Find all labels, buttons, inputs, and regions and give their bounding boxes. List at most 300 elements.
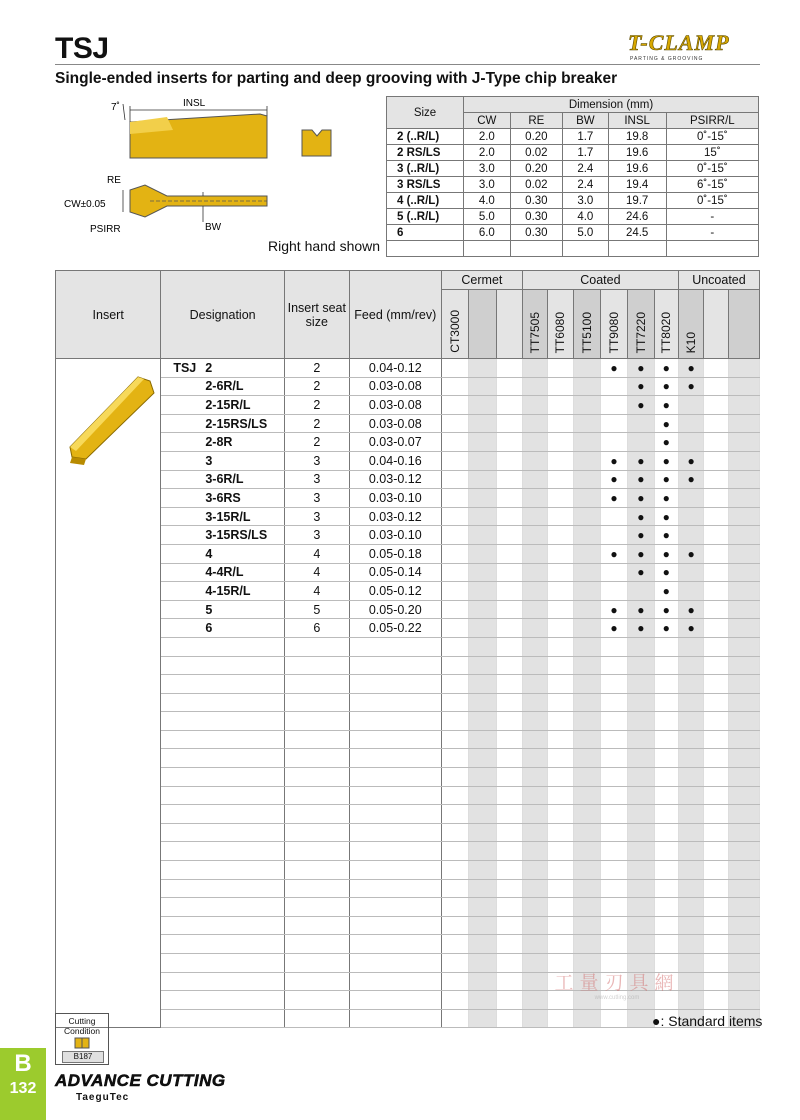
dimension-cell: 3.0: [464, 161, 511, 177]
grade-cell: [496, 916, 522, 935]
dimension-cell: 3.0: [563, 193, 609, 209]
standard-item-dot: ●: [662, 379, 670, 394]
grade-cell: [469, 470, 496, 489]
grade-cell: [704, 712, 728, 731]
designation-cell: [161, 954, 285, 973]
grade-cell: [654, 637, 678, 656]
grade-cell: [704, 600, 728, 619]
dimension-cell: 0.02: [510, 145, 562, 161]
designation-code: 4-4R/L: [205, 565, 244, 580]
grade-cell: [628, 433, 654, 452]
insert-table-body: [56, 359, 763, 1029]
grade-cell: [548, 842, 573, 861]
insert-image-cell: [56, 359, 161, 1028]
grade-cell: [441, 600, 468, 619]
grade-cell: [628, 693, 654, 712]
grade-cell: [496, 786, 522, 805]
grade-cell: [704, 637, 728, 656]
designation-cell: [161, 730, 285, 749]
grade-cell: [628, 619, 654, 638]
dimension-cell: 2.0: [464, 145, 511, 161]
grade-cell: [548, 507, 573, 526]
feed-cell: [349, 954, 441, 973]
standard-item-dot: ●: [687, 602, 695, 617]
designation-code: 3-6R/L: [205, 472, 244, 487]
seat-cell: 4: [284, 582, 349, 601]
insert-side-view: [111, 98, 267, 158]
dimension-cell: 19.7: [608, 193, 666, 209]
dimension-cell: 5.0: [464, 209, 511, 225]
grade-cell: [548, 637, 573, 656]
designation-code: 2-15R/L: [205, 397, 251, 412]
insert-top-view: [64, 175, 267, 235]
grade-cell: [548, 861, 573, 880]
grade-cell: [441, 879, 468, 898]
grade-cell: [496, 359, 522, 378]
grade-cell: [573, 470, 600, 489]
table-row: [56, 414, 760, 433]
seat-cell: 3: [284, 470, 349, 489]
grade-cell: [628, 1009, 654, 1028]
grade-cell: [728, 991, 759, 1010]
designation-code: 3: [205, 453, 213, 468]
designation-cell: [161, 582, 285, 601]
grade-cell: [704, 489, 728, 508]
designation-code: 5: [205, 602, 213, 617]
grade-cell: [496, 842, 522, 861]
designation-cell: [161, 916, 285, 935]
coated-header: Coated: [522, 271, 678, 290]
grade-cell: [469, 563, 496, 582]
standard-item-dot: ●: [610, 490, 618, 505]
grade-cell: [469, 916, 496, 935]
standard-item-dot: ●: [637, 472, 645, 487]
grade-cell: [678, 433, 703, 452]
dimension-row: [387, 225, 759, 241]
grade-cell: [600, 433, 627, 452]
legend: ●: Standard items: [652, 1013, 763, 1029]
size-cell: 6: [387, 225, 464, 241]
designation-cell: [161, 861, 285, 880]
grade-cell: [654, 749, 678, 768]
grade-cell: [600, 359, 627, 378]
grade-cell: [728, 637, 759, 656]
dimension-cell: [666, 241, 758, 257]
feed-cell: [349, 656, 441, 675]
grade-cell: [728, 730, 759, 749]
dimension-cell: 1.7: [563, 145, 609, 161]
grade-cell: [573, 451, 600, 470]
grade-cell: [441, 842, 468, 861]
designation-prefix: TSJ: [173, 360, 197, 375]
grade-cell: [628, 786, 654, 805]
grade-cell: [654, 563, 678, 582]
designation-code: 3-15R/L: [205, 509, 251, 524]
grade-header: [548, 290, 573, 359]
designation-cell: [161, 879, 285, 898]
designation-cell: [161, 600, 285, 619]
grade-cell: [628, 507, 654, 526]
grade-cell: [678, 675, 703, 694]
feed-cell: [349, 898, 441, 917]
grade-cell: [654, 414, 678, 433]
grade-cell: [600, 1009, 627, 1028]
grade-cell: [600, 693, 627, 712]
size-cell: 3 RS/LS: [387, 177, 464, 193]
table-row: [56, 377, 760, 396]
grade-cell: [654, 582, 678, 601]
dimension-row: [387, 145, 759, 161]
grade-cell: [469, 433, 496, 452]
grade-cell: [654, 359, 678, 378]
grade-cell: [678, 693, 703, 712]
seat-cell: [284, 749, 349, 768]
grade-cell: [573, 582, 600, 601]
grade-cell: [522, 563, 547, 582]
grade-cell: [654, 377, 678, 396]
feed-cell: [349, 935, 441, 954]
designation-cell: [161, 749, 285, 768]
grade-cell: [441, 451, 468, 470]
grade-cell: [704, 916, 728, 935]
grade-cell: [522, 377, 547, 396]
grade-cell: [548, 749, 573, 768]
grade-cell: [469, 656, 496, 675]
seat-cell: [284, 898, 349, 917]
grade-header: [469, 290, 496, 359]
grade-cell: [469, 526, 496, 545]
grade-cell: [600, 582, 627, 601]
grade-cell: [441, 396, 468, 415]
grade-cell: [573, 637, 600, 656]
grade-cell: [548, 489, 573, 508]
grade-cell: [496, 414, 522, 433]
grade-cell: [654, 805, 678, 824]
grade-cell: [600, 563, 627, 582]
insert-header: Insert: [56, 271, 161, 359]
grade-cell: [441, 861, 468, 880]
grade-cell: [728, 600, 759, 619]
grade-cell: [573, 1009, 600, 1028]
grade-cell: [496, 730, 522, 749]
grade-cell: [728, 582, 759, 601]
grade-cell: [600, 712, 627, 731]
seat-header: Insert seat size: [284, 271, 349, 359]
size-cell: 4 (..R/L): [387, 193, 464, 209]
grade-cell: [704, 656, 728, 675]
dimension-cell: 0.30: [510, 193, 562, 209]
grade-cell: [496, 712, 522, 731]
grade-label: TT5100: [579, 311, 594, 353]
grade-cell: [441, 805, 468, 824]
grade-cell: [728, 693, 759, 712]
dimension-cell: 24.5: [608, 225, 666, 241]
standard-item-dot: ●: [687, 546, 695, 561]
grade-cell: [704, 470, 728, 489]
grade-cell: [522, 898, 547, 917]
dimension-cell: [563, 241, 609, 257]
grade-cell: [441, 823, 468, 842]
grade-cell: [522, 600, 547, 619]
grade-cell: [496, 451, 522, 470]
grade-cell: [496, 396, 522, 415]
grade-cell: [600, 786, 627, 805]
grade-cell: [573, 544, 600, 563]
standard-item-dot: ●: [687, 621, 695, 636]
standard-item-dot: ●: [637, 621, 645, 636]
brand-subtitle: TaeguTec: [76, 1092, 130, 1103]
grade-cell: [704, 991, 728, 1010]
grade-cell: [441, 563, 468, 582]
grade-cell: [496, 544, 522, 563]
grade-cell: [728, 972, 759, 991]
grade-cell: [628, 898, 654, 917]
designation-cell: [161, 823, 285, 842]
standard-item-dot: ●: [637, 360, 645, 375]
grade-cell: [728, 675, 759, 694]
designation-cell: [161, 507, 285, 526]
grade-cell: [600, 414, 627, 433]
standard-item-dot: ●: [662, 583, 670, 598]
table-row: [56, 675, 760, 694]
grade-cell: [728, 805, 759, 824]
grade-cell: [678, 451, 703, 470]
grade-cell: [548, 805, 573, 824]
cw-label: CW±0.05: [64, 199, 106, 210]
grade-cell: [522, 582, 547, 601]
grade-label: CT3000: [448, 310, 463, 353]
dimension-cell: [464, 241, 511, 257]
grade-cell: [600, 916, 627, 935]
grade-cell: [628, 712, 654, 731]
grade-cell: [441, 916, 468, 935]
grade-cell: [704, 451, 728, 470]
grade-cell: [548, 823, 573, 842]
designation-cell: [161, 451, 285, 470]
designation-cell: [161, 377, 285, 396]
dimension-row: [387, 129, 759, 145]
table-row: [56, 768, 760, 787]
grade-cell: [573, 749, 600, 768]
insert-selection-table: [55, 270, 763, 1029]
grade-cell: [441, 637, 468, 656]
standard-item-dot: ●: [610, 602, 618, 617]
seat-cell: 3: [284, 451, 349, 470]
dimension-cell: 24.6: [608, 209, 666, 225]
grade-cell: [704, 544, 728, 563]
grade-label: K10: [684, 331, 699, 353]
designation-cell: [161, 935, 285, 954]
dimension-cell: [510, 241, 562, 257]
angle-label: 7˚: [111, 102, 120, 113]
grade-cell: [469, 786, 496, 805]
grade-cell: [628, 768, 654, 787]
seat-cell: [284, 1009, 349, 1028]
grade-cell: [496, 898, 522, 917]
grade-cell: [573, 507, 600, 526]
grade-cell: [522, 489, 547, 508]
designation-code: 6: [205, 621, 213, 636]
grade-cell: [728, 879, 759, 898]
grade-cell: [441, 544, 468, 563]
designation-header: Designation: [161, 271, 285, 359]
grade-cell: [628, 563, 654, 582]
feed-cell: 0.03-0.08: [349, 396, 441, 415]
grade-cell: [728, 507, 759, 526]
grade-cell: [441, 954, 468, 973]
feed-cell: [349, 823, 441, 842]
grade-cell: [522, 637, 547, 656]
psirr-label: PSIRR: [90, 224, 121, 235]
grade-cell: [628, 879, 654, 898]
standard-item-dot: ●: [662, 602, 670, 617]
designation-code: 2-6R/L: [205, 379, 244, 394]
feed-cell: [349, 693, 441, 712]
grade-cell: [678, 359, 703, 378]
grade-cell: [496, 954, 522, 973]
grade-cell: [654, 489, 678, 508]
grade-cell: [678, 712, 703, 731]
grade-cell: [600, 526, 627, 545]
grade-cell: [600, 396, 627, 415]
grade-cell: [728, 451, 759, 470]
grade-cell: [628, 637, 654, 656]
size-cell: 3 (..R/L): [387, 161, 464, 177]
grade-cell: [441, 433, 468, 452]
grade-cell: [628, 805, 654, 824]
grade-cell: [548, 656, 573, 675]
right-hand-caption: Right hand shown: [268, 238, 381, 254]
grade-cell: [469, 879, 496, 898]
grade-cell: [469, 954, 496, 973]
grade-cell: [469, 823, 496, 842]
grade-cell: [441, 507, 468, 526]
grade-cell: [522, 823, 547, 842]
grade-cell: [441, 582, 468, 601]
grade-cell: [522, 1009, 547, 1028]
grade-cell: [628, 526, 654, 545]
grade-cell: [628, 377, 654, 396]
feed-cell: 0.04-0.16: [349, 451, 441, 470]
grade-cell: [728, 359, 759, 378]
feed-cell: 0.03-0.08: [349, 377, 441, 396]
table-row: [56, 619, 760, 638]
grade-cell: [600, 675, 627, 694]
dimension-cell: 0.20: [510, 161, 562, 177]
standard-item-dot: ●: [637, 397, 645, 412]
designation-cell: [161, 805, 285, 824]
grade-cell: [600, 600, 627, 619]
standard-item-dot: ●: [610, 546, 618, 561]
grade-cell: [441, 786, 468, 805]
grade-cell: [573, 879, 600, 898]
grade-cell: [728, 768, 759, 787]
dimension-group-header: Dimension (mm): [464, 97, 759, 113]
grade-cell: [600, 805, 627, 824]
grade-cell: [573, 359, 600, 378]
designation-cell: [161, 414, 285, 433]
table-row: [56, 451, 760, 470]
grade-cell: [522, 451, 547, 470]
seat-cell: 4: [284, 563, 349, 582]
dimension-cell: 2.0: [464, 129, 511, 145]
grade-cell: [704, 563, 728, 582]
grade-cell: [496, 972, 522, 991]
watermark-text: 工量刃具網: [554, 972, 680, 994]
grade-cell: [654, 619, 678, 638]
grade-cell: [704, 377, 728, 396]
table-row: [56, 489, 760, 508]
grade-cell: [441, 619, 468, 638]
dimension-column-header: CW: [464, 113, 511, 129]
grade-cell: [469, 1009, 496, 1028]
table-row: [56, 861, 760, 880]
seat-cell: 2: [284, 433, 349, 452]
grade-cell: [654, 675, 678, 694]
size-cell: 5 (..R/L): [387, 209, 464, 225]
dimension-column-header: PSIRR/L: [666, 113, 758, 129]
seat-cell: 2: [284, 396, 349, 415]
grade-cell: [469, 693, 496, 712]
grade-cell: [441, 414, 468, 433]
grade-cell: [678, 582, 703, 601]
grade-cell: [573, 526, 600, 545]
grade-cell: [469, 898, 496, 917]
standard-item-dot: ●: [662, 546, 670, 561]
grade-cell: [522, 749, 547, 768]
grade-cell: [469, 359, 496, 378]
grade-cell: [441, 1009, 468, 1028]
grade-cell: [441, 377, 468, 396]
grade-cell: [496, 470, 522, 489]
grade-cell: [548, 377, 573, 396]
designation-code: 3-6RS: [205, 490, 241, 505]
feed-cell: [349, 805, 441, 824]
cutting-condition-box[interactable]: [55, 1013, 109, 1065]
grade-cell: [600, 544, 627, 563]
feed-cell: [349, 749, 441, 768]
designation-code: 4: [205, 546, 213, 561]
feed-cell: 0.03-0.10: [349, 526, 441, 545]
grade-cell: [654, 396, 678, 415]
feed-cell: 0.03-0.08: [349, 414, 441, 433]
grade-cell: [522, 693, 547, 712]
grade-cell: [522, 507, 547, 526]
standard-item-dot: ●: [662, 472, 670, 487]
table-row: [56, 526, 760, 545]
grade-cell: [573, 898, 600, 917]
section-letter: B: [14, 1050, 32, 1077]
dimension-cell: 1.7: [563, 129, 609, 145]
grade-cell: [678, 805, 703, 824]
grade-cell: [496, 991, 522, 1010]
grade-cell: [548, 768, 573, 787]
grade-cell: [600, 823, 627, 842]
seat-cell: [284, 935, 349, 954]
grade-cell: [573, 619, 600, 638]
grade-cell: [628, 675, 654, 694]
grade-cell: [496, 507, 522, 526]
grade-cell: [496, 861, 522, 880]
standard-item-dot: ●: [662, 453, 670, 468]
uncoated-header: Uncoated: [678, 271, 759, 290]
grade-cell: [600, 489, 627, 508]
feed-cell: 0.03-0.07: [349, 433, 441, 452]
grade-cell: [496, 489, 522, 508]
table-row: [56, 823, 760, 842]
grade-cell: [600, 656, 627, 675]
dimension-table: [386, 96, 759, 257]
